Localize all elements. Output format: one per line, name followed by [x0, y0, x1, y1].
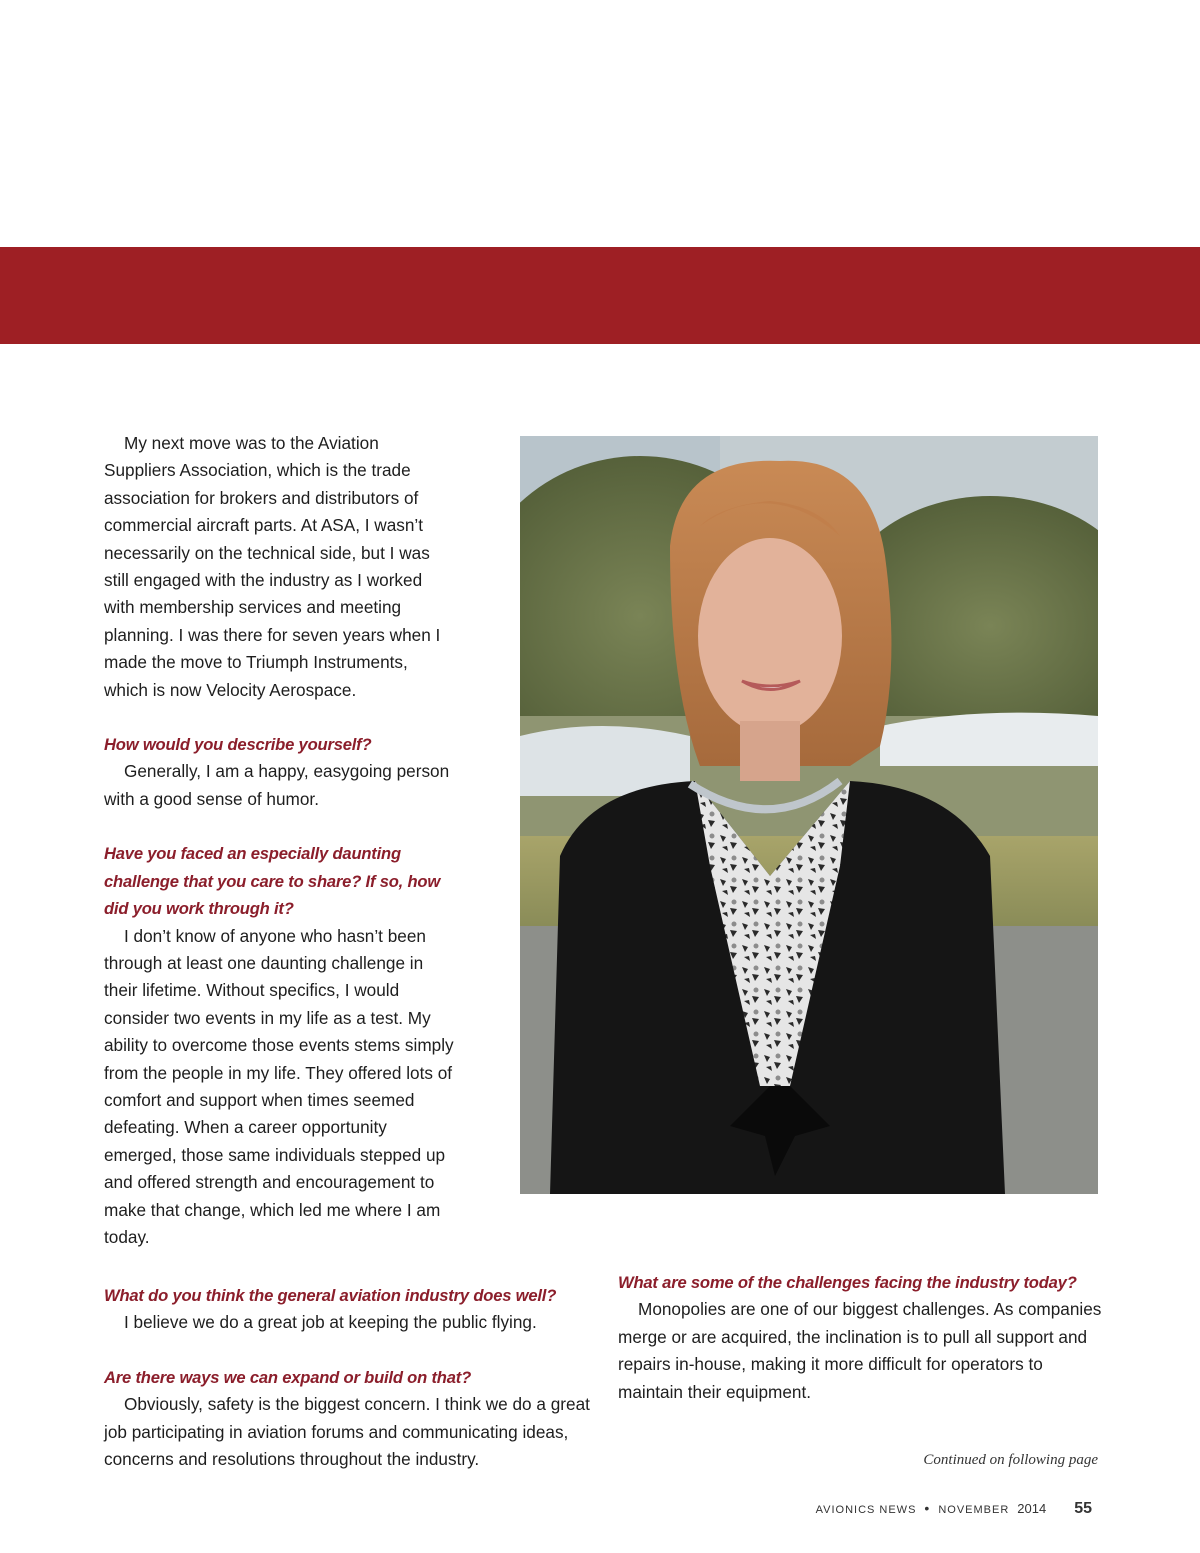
- answer-industry-does-well: I believe we do a great job at keeping the public flying.: [124, 1312, 537, 1333]
- intro-paragraph: My next move was to the Aviation Suppliers Association, which is the trade association for brokers and distributors of commercial aircraft parts. At ASA, I wasn’t necessarily on the technical side, but I was still engaged with the industry as I worked with membership services and meeting planning. I was there for seven years when I made the move to Triumph Instruments, which is now Velocity Aerospace.: [104, 433, 441, 700]
- issue-month: NOVEMBER: [938, 1504, 1010, 1516]
- answer-daunting-challenge: I don’t know of anyone who hasn’t been through at least one daunting challenge in their lifetime. Without specifics, I would consider two events in my life as a test. My ability to overcome those events stems simply from the people in my life. They offered lots of comfort and support when times seemed defeating. When a career opportunity emerged, those same individuals stepped up and offered strength and encouragement to make that change, which led me where I am today.: [104, 925, 454, 1247]
- question-industry-does-well: What do you think the general aviation industry does well?: [104, 1286, 557, 1305]
- left-column: [104, 430, 454, 1251]
- page-number: 55: [1074, 1500, 1092, 1517]
- continued-note: Continued on following page: [923, 1452, 1098, 1468]
- lower-left-block: [104, 1282, 594, 1473]
- portrait-photo: [520, 436, 1098, 1194]
- question-describe-yourself: How would you describe yourself?: [104, 735, 372, 755]
- header-banner: [0, 247, 1200, 344]
- right-column: [618, 1269, 1108, 1406]
- question-expand-build: Are there ways we can expand or build on that?: [104, 1367, 472, 1387]
- question-daunting-challenge: Have you faced an especially daunting challenge that you care to share? If so, how did you work through it?: [104, 844, 441, 919]
- question-challenges: What are some of the challenges facing the industry today?: [618, 1273, 1077, 1292]
- answer-challenges: Monopolies are one of our biggest challenges. As companies merge or are acquired, the inclination is to pull all support and repairs in-house, making it more difficult for operators to maintain their equipment.: [618, 1299, 1102, 1402]
- footer-separator: •: [924, 1500, 931, 1516]
- issue-year: 2014: [1017, 1501, 1047, 1516]
- answer-describe-yourself: Generally, I am a happy, easygoing person with a good sense of humor.: [104, 761, 450, 809]
- publication-name: AVIONICS NEWS: [815, 1504, 917, 1516]
- answer-expand-build: Obviously, safety is the biggest concern. I think we do a great job participating in aviation forums and communicating ideas, concerns and resolutions throughout the industry.: [104, 1394, 590, 1470]
- page-footer: [816, 1500, 1092, 1518]
